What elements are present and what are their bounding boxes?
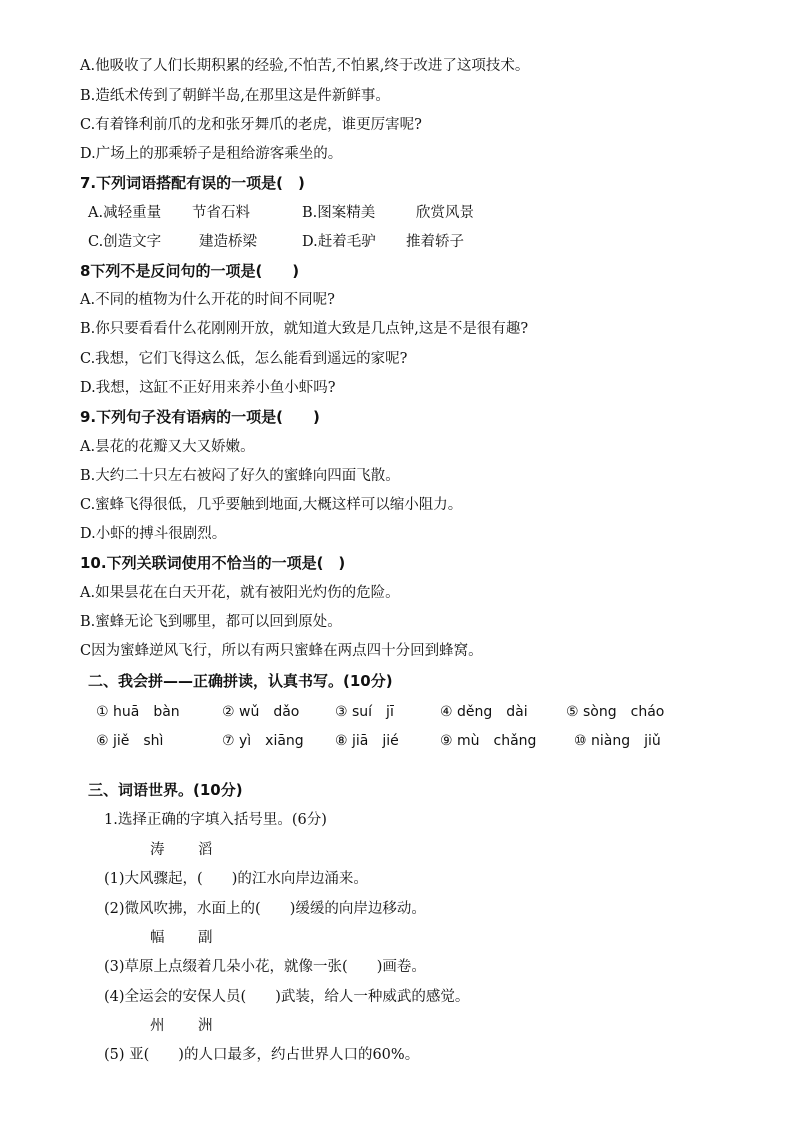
q10-option-a: A.如果昙花在白天开花，就有被阳光灼伤的危险。 — [80, 585, 400, 601]
q9-option-d: D.小虾的搏斗很剧烈。 — [80, 526, 227, 542]
q9-option-b: B.大约二十只左右被闷了好久的蜜蜂向四面飞散。 — [80, 468, 400, 484]
pinyin-item-8: ⑧ jiā jié — [335, 733, 399, 749]
q10-stem: 10.下列关联词使用不恰当的一项是( ) — [80, 554, 346, 572]
pinyin-item-9: ⑨ mù chǎng — [440, 733, 537, 749]
pinyin-item-10: ⑩ niàng jiǔ — [574, 733, 661, 749]
pinyin-item-4: ④ děng dài — [440, 704, 528, 720]
pinyin-item-3: ③ suí jī — [335, 704, 394, 720]
q8-option-b: B.你只要看看什么花刚刚开放，就知道大致是几点钟,这是不是很有趣? — [80, 321, 529, 337]
pinyin-item-7: ⑦ yì xiāng — [222, 733, 304, 749]
char-pair-1-b: 滔 — [198, 842, 213, 858]
sentence-5: (5) 亚( )的人口最多，约占世界人口的60%。 — [104, 1047, 420, 1063]
q7-option-b-second: 欣赏风景 — [416, 205, 474, 221]
pinyin-item-5: ⑤ sòng cháo — [566, 704, 665, 720]
char-pair-2-a: 幅 — [150, 930, 165, 946]
char-pair-2-b: 副 — [198, 930, 213, 946]
char-pair-3-b: 洲 — [198, 1018, 213, 1034]
char-pair-1-a: 涛 — [150, 842, 165, 858]
section3-title: 三、词语世界。(10分) — [88, 781, 243, 799]
q7-option-a-second: 节省石料 — [192, 205, 250, 221]
q7-option-d-second: 推着轿子 — [406, 234, 464, 250]
pinyin-item-2: ② wǔ dǎo — [222, 704, 300, 720]
q7-option-c: C.创造文字 — [88, 234, 162, 250]
q9-option-a: A.昙花的花瓣又大又娇嫩。 — [80, 439, 255, 455]
q7-option-a: A.减轻重量 — [88, 205, 162, 221]
q6-option-d: D.广场上的那乘轿子是租给游客乘坐的。 — [80, 146, 343, 162]
q9-stem: 9.下列句子没有语病的一项是( ) — [80, 408, 320, 426]
pinyin-item-1: ① huā bàn — [96, 704, 180, 720]
q6-option-c: C.有着锋利前爪的龙和张牙舞爪的老虎，谁更厉害呢? — [80, 117, 422, 133]
q7-option-c-second: 建造桥梁 — [199, 234, 257, 250]
q8-option-a: A.不同的植物为什么开花的时间不同呢? — [80, 292, 335, 308]
section3-sub1: 1.选择正确的字填入括号里。(6分) — [104, 812, 327, 828]
q6-option-a: A.他吸收了人们长期积累的经验,不怕苦,不怕累,终于改进了这项技术。 — [80, 58, 530, 74]
sentence-1: (1)大风骤起，( )的江水向岸边涌来。 — [104, 871, 368, 887]
q8-option-d: D.我想，这缸不正好用来养小鱼小虾吗? — [80, 380, 336, 396]
q9-option-c: C.蜜蜂飞得很低，几乎要触到地面,大概这样可以缩小阻力。 — [80, 497, 463, 513]
q7-option-b: B.图案精美 — [302, 205, 376, 221]
q10-option-c: C因为蜜蜂逆风飞行，所以有两只蜜蜂在两点四十分回到蜂窝。 — [80, 643, 483, 659]
sentence-3: (3)草原上点缀着几朵小花，就像一张( )画卷。 — [104, 959, 426, 975]
section2-title: 二、我会拼——正确拼读，认真书写。(10分) — [88, 672, 393, 690]
q8-stem: 8下列不是反问句的一项是( ) — [80, 262, 300, 280]
pinyin-item-6: ⑥ jiě shì — [96, 733, 164, 749]
char-pair-3-a: 州 — [150, 1018, 165, 1034]
q10-option-b: B.蜜蜂无论飞到哪里，都可以回到原处。 — [80, 614, 342, 630]
q8-option-c: C.我想，它们飞得这么低，怎么能看到遥远的家呢? — [80, 351, 408, 367]
q7-stem: 7.下列词语搭配有误的一项是( ) — [80, 174, 305, 192]
q7-option-d: D.赶着毛驴 — [302, 234, 376, 250]
q6-option-b: B.造纸术传到了朝鲜半岛,在那里这是件新鲜事。 — [80, 88, 390, 104]
sentence-4: (4)全运会的安保人员( )武装，给人一种威武的感觉。 — [104, 989, 470, 1005]
sentence-2: (2)微风吹拂，水面上的( )缓缓的向岸边移动。 — [104, 901, 426, 917]
